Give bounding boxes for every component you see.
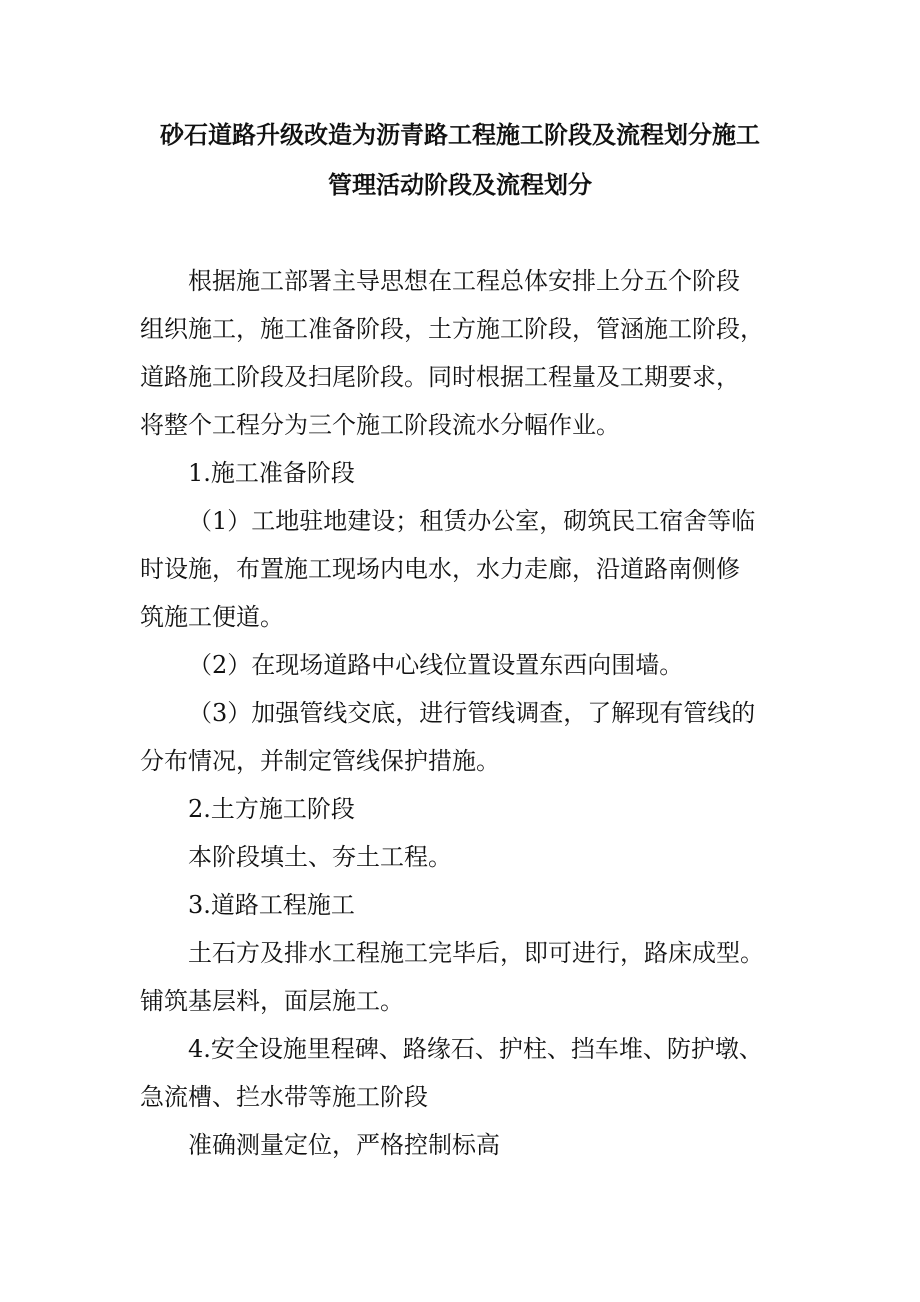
- section-2-text: 本阶段填土、夯土工程。: [188, 843, 452, 871]
- item-1-line-2: 时设施，布置施工现场内电水，水力走廊，沿道路南侧修: [140, 555, 740, 583]
- section-heading-2: 2.土方施工阶段: [188, 795, 355, 823]
- section-3-text-line-2: 铺筑基层料，面层施工。: [140, 987, 404, 1015]
- section-heading-3: 3.道路工程施工: [188, 891, 355, 919]
- section-heading-1: 1.施工准备阶段: [188, 459, 355, 487]
- item-1-line-1: （1）工地驻地建设；租赁办公室，砌筑民工宿舍等临: [188, 507, 756, 535]
- item-1-line-3: 筑施工便道。: [140, 603, 284, 631]
- item-2-line-1: （2）在现场道路中心线位置设置东西向围墙。: [188, 651, 684, 679]
- item-3-line-2: 分布情况，并制定管线保护措施。: [140, 747, 500, 775]
- section-heading-4-line-2: 急流槽、拦水带等施工阶段: [140, 1083, 428, 1111]
- document-title-line-1: 砂石道路升级改造为沥青路工程施工阶段及流程划分施工: [160, 121, 760, 149]
- paragraph-intro-line-4: 将整个工程分为三个施工阶段流水分幅作业。: [140, 411, 620, 439]
- section-3-text-line-1: 土石方及排水工程施工完毕后，即可进行，路床成型。: [188, 939, 764, 967]
- paragraph-intro-line-1: 根据施工部署主导思想在工程总体安排上分五个阶段: [188, 267, 740, 295]
- paragraph-intro-line-2: 组织施工，施工准备阶段，土方施工阶段，管涵施工阶段，: [140, 315, 764, 343]
- section-heading-4-line-1: 4.安全设施里程碑、路缘石、护柱、挡车堆、防护墩、: [188, 1035, 763, 1063]
- document-title-line-2: 管理活动阶段及流程划分: [328, 171, 592, 199]
- section-4-text: 准确测量定位，严格控制标高: [188, 1131, 500, 1159]
- item-3-line-1: （3）加强管线交底，进行管线调查，了解现有管线的: [188, 699, 756, 727]
- paragraph-intro-line-3: 道路施工阶段及扫尾阶段。同时根据工程量及工期要求，: [140, 363, 740, 391]
